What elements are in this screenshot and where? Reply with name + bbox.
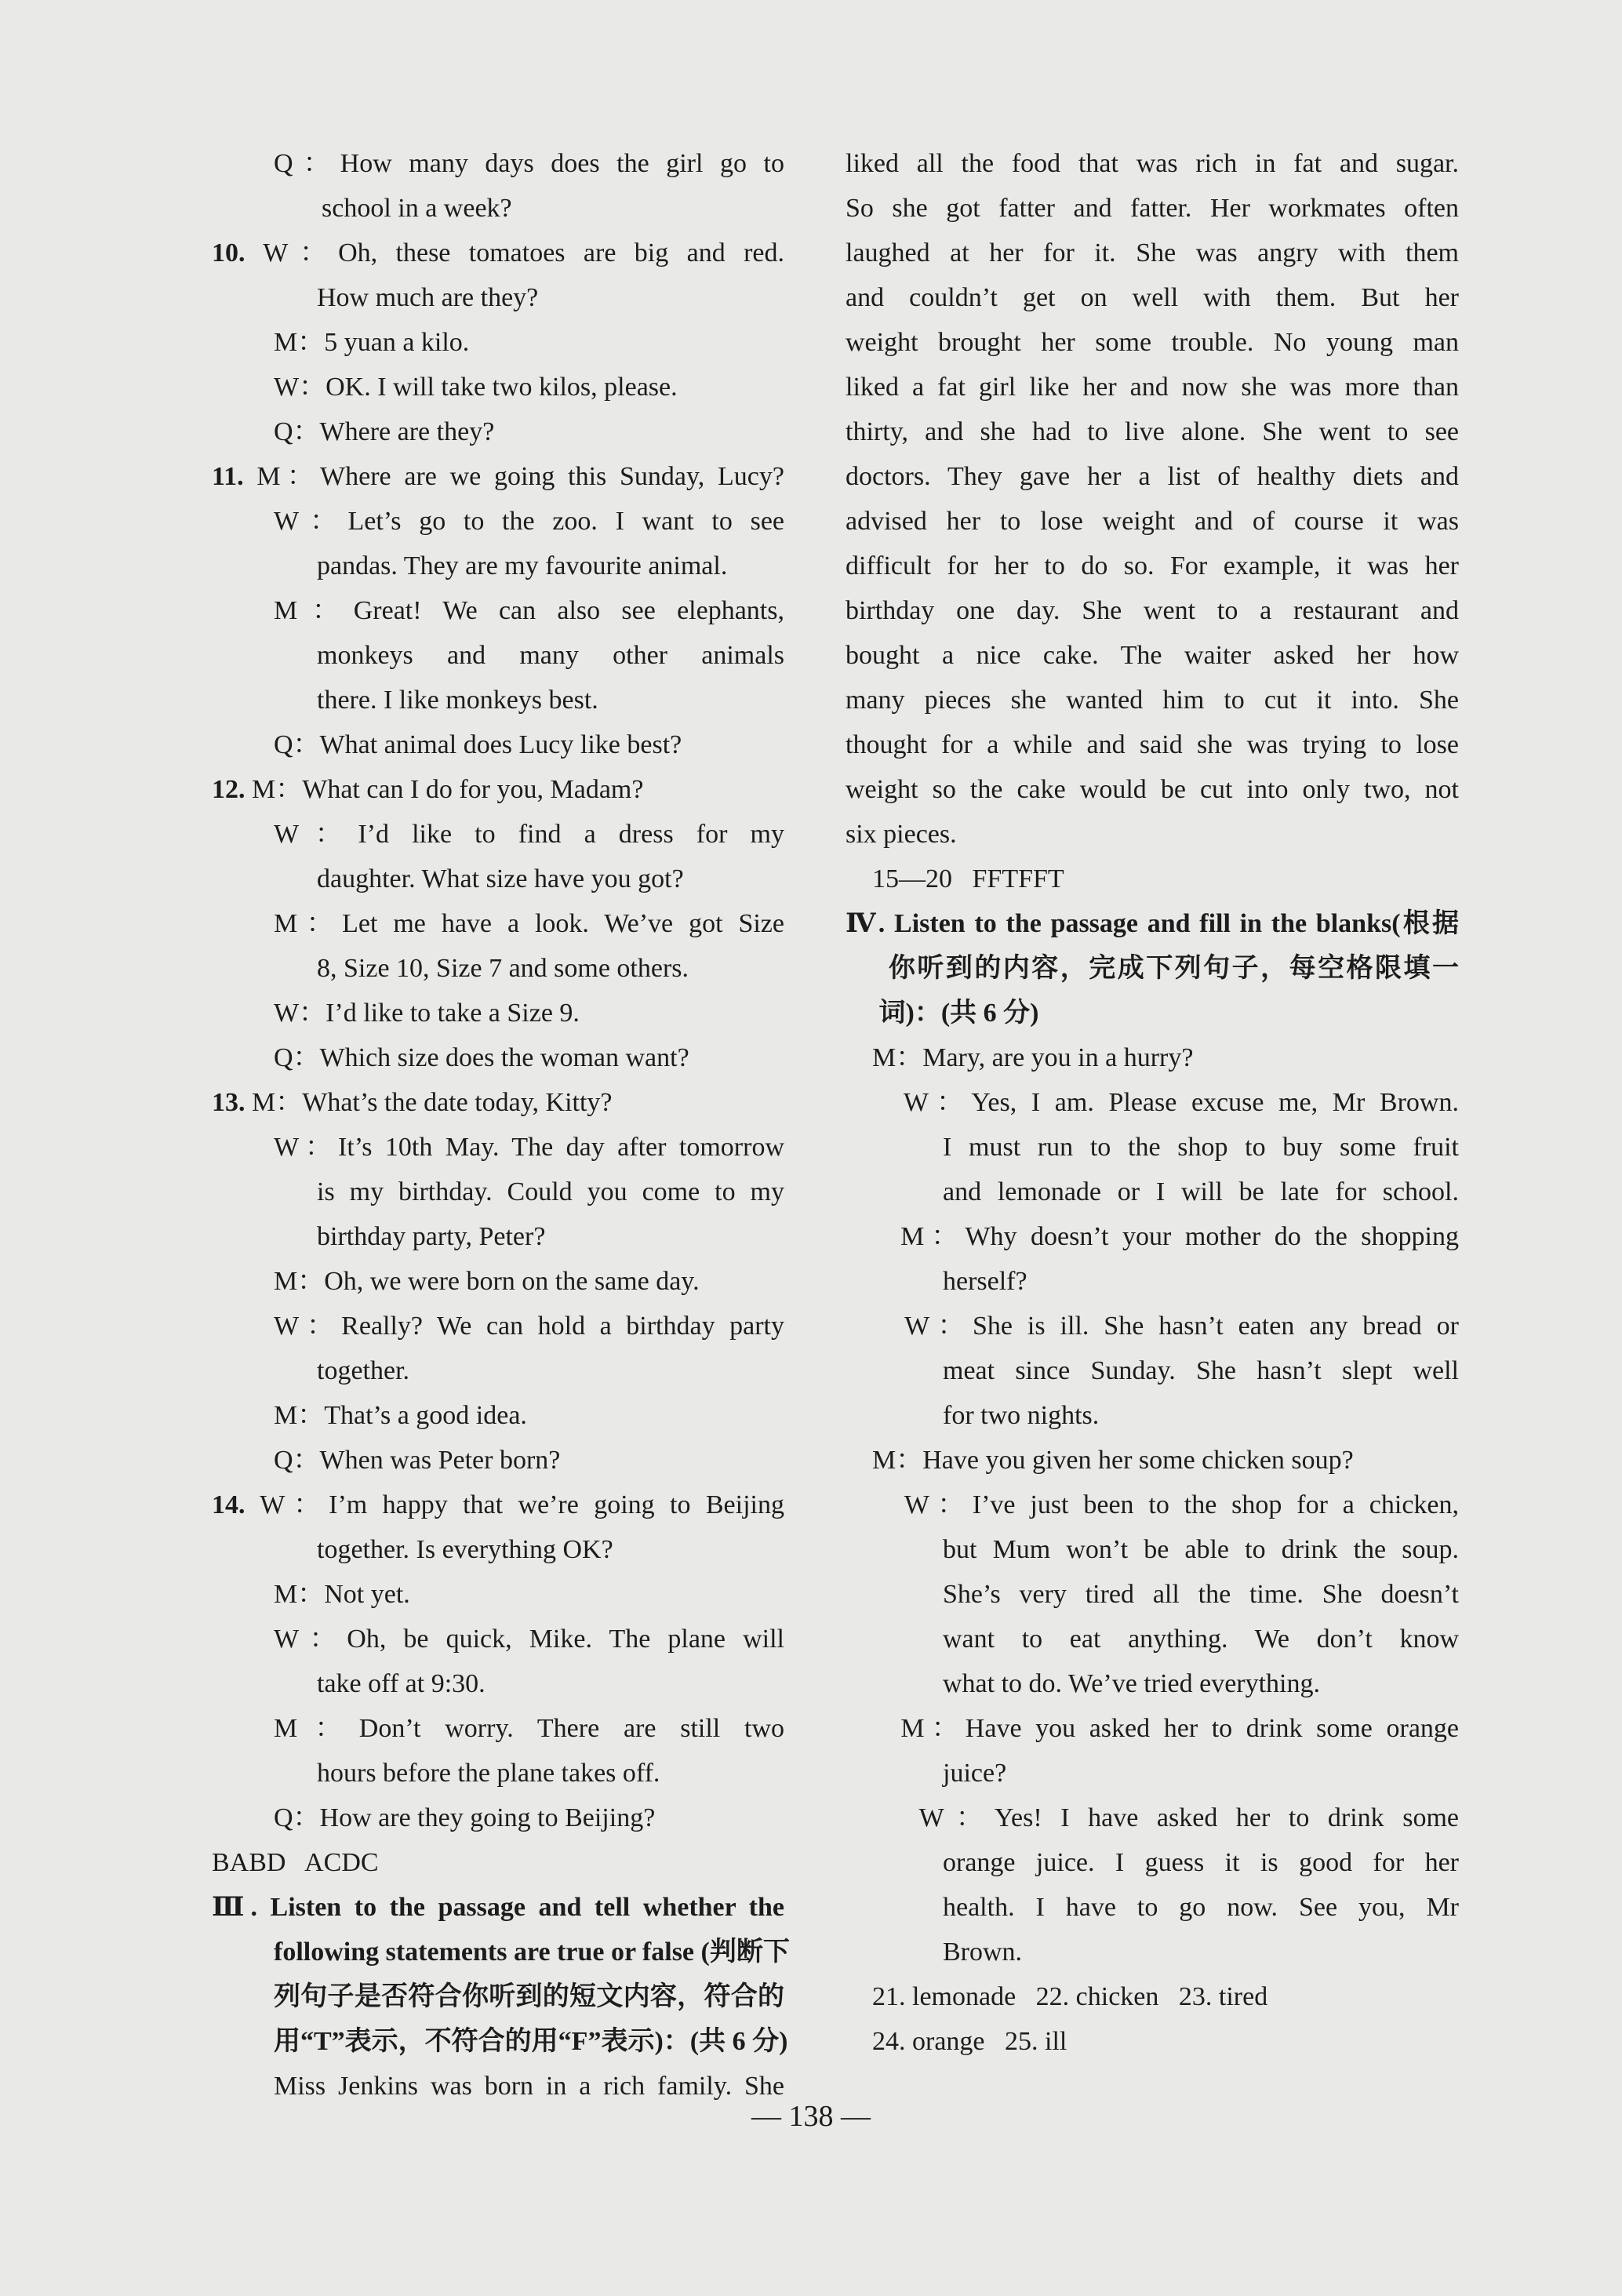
line-text: together. Is everything OK?: [317, 1535, 613, 1564]
text-line: [212, 454, 784, 499]
line-text: and lemonade or I will be late for school.: [943, 1177, 1459, 1206]
line-text: weight brought her some trouble. No young man: [846, 328, 1459, 357]
text-line: [846, 901, 1459, 946]
line-text: M：What’s the date today, Kitty?: [245, 1088, 613, 1117]
text-line: [846, 231, 1459, 275]
text-line: [846, 633, 1459, 678]
text-line: [846, 1393, 1459, 1438]
text-line: [846, 275, 1459, 320]
text-line: [212, 857, 784, 901]
text-line: [846, 1840, 1459, 1885]
text-line: [212, 588, 784, 633]
line-text: W：Let’s go to the zoo. I want to see: [274, 507, 784, 536]
line-text: juice?: [943, 1759, 1007, 1788]
text-line: [212, 812, 784, 857]
line-text: Q：How many days does the girl go to: [274, 149, 784, 178]
line-text: Q：When was Peter born?: [274, 1446, 561, 1475]
text-line: [212, 901, 784, 946]
line-text: M：Where are we going this Sunday, Lucy?: [243, 462, 784, 491]
line-text: Listen to the passage and tell whether the: [256, 1893, 784, 1922]
line-text: difficult for her to do so. For example, it was her: [846, 551, 1459, 580]
line-text: 24. orange 25. ill: [846, 2027, 1067, 2056]
line-text: daughter. What size have you got?: [317, 864, 684, 893]
question-number: 14.: [212, 1490, 245, 1519]
line-text: take off at 9:30.: [317, 1669, 486, 1698]
text-line: [846, 1796, 1459, 1840]
line-text: M：Let me have a look. We’ve got Size: [274, 909, 784, 938]
line-text: what to do. We’ve tried everything.: [943, 1669, 1320, 1698]
line-text: M：Have you asked her to drink some orange: [846, 1714, 1459, 1743]
text-line: [846, 141, 1459, 186]
text-line: [846, 454, 1459, 499]
text-line: [212, 499, 784, 544]
text-line: [846, 409, 1459, 454]
text-line: [846, 1125, 1459, 1170]
line-text: advised her to lose weight and of course it was: [846, 507, 1459, 536]
line-text: M：Have you given her some chicken soup?: [846, 1446, 1354, 1475]
line-text: BABD ACDC: [212, 1848, 379, 1877]
text-line: [212, 320, 784, 365]
text-line: [212, 1572, 784, 1617]
line-text: meat since Sunday. She hasn’t slept well: [943, 1356, 1459, 1385]
question-number: Ⅲ.: [212, 1893, 257, 1922]
text-line: [846, 1259, 1459, 1304]
text-line: [212, 1885, 784, 1930]
line-text: W：Really? We can hold a birthday party: [274, 1312, 784, 1341]
line-text: 列句子是否符合你听到的短文内容，符合的: [274, 1982, 784, 2011]
text-line: [846, 946, 1459, 991]
line-text: 15—20 FFTFFT: [846, 864, 1064, 893]
text-line: [212, 1796, 784, 1840]
text-line: [212, 1214, 784, 1259]
line-text: 词)：(共 6 分): [846, 999, 1039, 1028]
text-line: [212, 991, 784, 1035]
text-line: [212, 1393, 784, 1438]
text-line: [846, 1035, 1459, 1080]
line-text: M：Oh, we were born on the same day.: [274, 1267, 700, 1296]
line-text: health. I have to go now. See you, Mr: [943, 1893, 1459, 1922]
line-text: want to eat anything. We don’t know: [943, 1625, 1459, 1654]
line-text: pandas. They are my favourite animal.: [317, 551, 728, 580]
line-text: M：Mary, are you in a hurry?: [846, 1043, 1194, 1072]
text-line: [212, 1080, 784, 1125]
text-line: [846, 1930, 1459, 1974]
line-text: following statements are true or false (判断下: [274, 1938, 790, 1967]
line-text: I must run to the shop to buy some fruit: [943, 1133, 1459, 1162]
line-text: W：It’s 10th May. The day after tomorrow: [274, 1133, 784, 1162]
text-line: [846, 1483, 1459, 1527]
line-text: W：I’d like to find a dress for my: [274, 820, 784, 849]
text-line: [212, 633, 784, 678]
text-line: [846, 544, 1459, 588]
line-text: W：Oh, these tomatoes are big and red.: [245, 238, 784, 267]
text-line: [846, 678, 1459, 722]
text-line: [212, 231, 784, 275]
text-line: [212, 1125, 784, 1170]
text-line: [212, 1259, 784, 1304]
text-line: [846, 588, 1459, 633]
line-text: Q：What animal does Lucy like best?: [274, 730, 682, 759]
line-text: six pieces.: [846, 820, 957, 849]
text-line: [212, 1438, 784, 1483]
text-line: [212, 1974, 784, 2019]
line-text: Miss Jenkins was born in a rich family. She: [274, 2072, 784, 2101]
line-text: W：Yes, I am. Please excuse me, Mr Brown.: [846, 1088, 1459, 1117]
line-text: monkeys and many other animals: [317, 641, 784, 670]
line-text: orange juice. I guess it is good for her: [943, 1848, 1459, 1877]
line-text: How much are they?: [317, 283, 539, 312]
text-line: [212, 1840, 784, 1885]
text-line: [846, 1617, 1459, 1661]
question-number: 12.: [212, 775, 245, 804]
text-line: [212, 1527, 784, 1572]
line-text: W：I’ve just been to the shop for a chicken,: [846, 1490, 1459, 1519]
line-text: thought for a while and said she was trying to lose: [846, 730, 1459, 759]
line-text: doctors. They gave her a list of healthy diets and: [846, 462, 1459, 491]
line-text: M：Great! We can also see elephants,: [274, 596, 784, 625]
text-line: [212, 1617, 784, 1661]
line-text: Listen to the passage and fill in the blanks(根据: [885, 909, 1459, 938]
line-text: weight so the cake would be cut into only two, not: [846, 775, 1459, 804]
text-line: [846, 1527, 1459, 1572]
line-text: W：Oh, be quick, Mike. The plane will: [274, 1625, 784, 1654]
text-line: [212, 1304, 784, 1348]
line-text: together.: [317, 1356, 410, 1385]
line-text: Q：Where are they?: [274, 417, 495, 446]
text-line: [212, 365, 784, 409]
line-text: for two nights.: [943, 1401, 1100, 1430]
line-text: liked all the food that was rich in fat and sugar.: [846, 149, 1459, 178]
question-number: Ⅳ.: [846, 909, 886, 938]
line-text: M：5 yuan a kilo.: [274, 328, 470, 357]
text-line: [212, 275, 784, 320]
text-line: [212, 678, 784, 722]
text-line: [846, 2019, 1459, 2064]
text-line: [846, 1661, 1459, 1706]
line-text: herself?: [943, 1267, 1027, 1296]
text-line: [846, 1214, 1459, 1259]
question-number: 11.: [212, 462, 244, 491]
text-line: [846, 1572, 1459, 1617]
text-line: [846, 767, 1459, 812]
text-line: [846, 1706, 1459, 1751]
line-text: 用“T”表示，不符合的用“F”表示)：(共 6 分): [274, 2027, 788, 2056]
text-line: [846, 1885, 1459, 1930]
question-number: 10.: [212, 238, 245, 267]
line-text: 21. lemonade 22. chicken 23. tired: [846, 1982, 1268, 2011]
text-line: [846, 1438, 1459, 1483]
line-text: but Mum won’t be able to drink the soup.: [943, 1535, 1459, 1564]
line-text: many pieces she wanted him to cut it into. She: [846, 686, 1459, 715]
text-line: [846, 857, 1459, 901]
left-column: [212, 141, 790, 2109]
page-number: — 138 —: [751, 2100, 871, 2133]
text-line: [212, 1170, 784, 1214]
text-line: [846, 186, 1459, 231]
text-line: [212, 186, 784, 231]
question-number: 13.: [212, 1088, 245, 1117]
text-line: [846, 499, 1459, 544]
text-line: [212, 1661, 784, 1706]
text-line: [212, 1035, 784, 1080]
line-text: liked a fat girl like her and now she was more than: [846, 373, 1459, 402]
text-line: [212, 1348, 784, 1393]
line-text: She’s very tired all the time. She doesn’t: [943, 1580, 1459, 1609]
line-text: Q：How are they going to Beijing?: [274, 1803, 656, 1832]
line-text: thirty, and she had to live alone. She went to see: [846, 417, 1459, 446]
line-text: M：Why doesn’t your mother do the shopping: [846, 1222, 1459, 1251]
line-text: 8, Size 10, Size 7 and some others.: [317, 954, 689, 983]
line-text: M：What can I do for you, Madam?: [245, 775, 644, 804]
line-text: school in a week?: [322, 194, 512, 223]
line-text: M：Not yet.: [274, 1580, 410, 1609]
text-line: [846, 991, 1459, 1035]
line-text: So she got fatter and fatter. Her workmates often: [846, 194, 1459, 223]
line-text: W：I’m happy that we’re going to Beijing: [245, 1490, 784, 1519]
text-line: [212, 544, 784, 588]
text-line: [212, 946, 784, 991]
line-text: hours before the plane takes off.: [317, 1759, 660, 1788]
line-text: 你听到的内容，完成下列句子，每空格限填一: [846, 954, 1459, 983]
line-text: is my birthday. Could you come to my: [317, 1177, 784, 1206]
line-text: M：That’s a good idea.: [274, 1401, 527, 1430]
text-line: [212, 2019, 788, 2064]
text-line: [212, 1930, 790, 1974]
line-text: W：She is ill. She hasn’t eaten any bread or: [846, 1312, 1459, 1341]
text-line: [212, 409, 784, 454]
text-line: [846, 320, 1459, 365]
line-text: Q：Which size does the woman want?: [274, 1043, 689, 1072]
text-line: [212, 141, 784, 186]
text-line: [846, 1751, 1459, 1796]
line-text: laughed at her for it. She was angry with them: [846, 238, 1459, 267]
line-text: M：Don’t worry. There are still two: [274, 1714, 784, 1743]
text-line: [846, 365, 1459, 409]
text-line: [212, 722, 784, 767]
line-text: Brown.: [943, 1938, 1023, 1967]
text-line: [846, 1348, 1459, 1393]
text-line: [846, 722, 1459, 767]
line-text: there. I like monkeys best.: [317, 686, 598, 715]
line-text: W：I’d like to take a Size 9.: [274, 999, 580, 1028]
text-line: [212, 1706, 784, 1751]
text-line: [212, 1483, 784, 1527]
line-text: W：OK. I will take two kilos, please.: [274, 373, 678, 402]
line-text: W：Yes! I have asked her to drink some: [846, 1803, 1459, 1832]
text-line: [846, 1974, 1459, 2019]
line-text: bought a nice cake. The waiter asked her how: [846, 641, 1459, 670]
text-line: [846, 1304, 1459, 1348]
text-line: [212, 1751, 784, 1796]
line-text: and couldn’t get on well with them. But her: [846, 283, 1459, 312]
right-column: [846, 141, 1459, 2064]
text-line: [846, 1080, 1459, 1125]
text-line: [212, 767, 784, 812]
line-text: birthday one day. She went to a restaurant and: [846, 596, 1459, 625]
line-text: birthday party, Peter?: [317, 1222, 546, 1251]
text-line: [846, 812, 1459, 857]
text-line: [846, 1170, 1459, 1214]
